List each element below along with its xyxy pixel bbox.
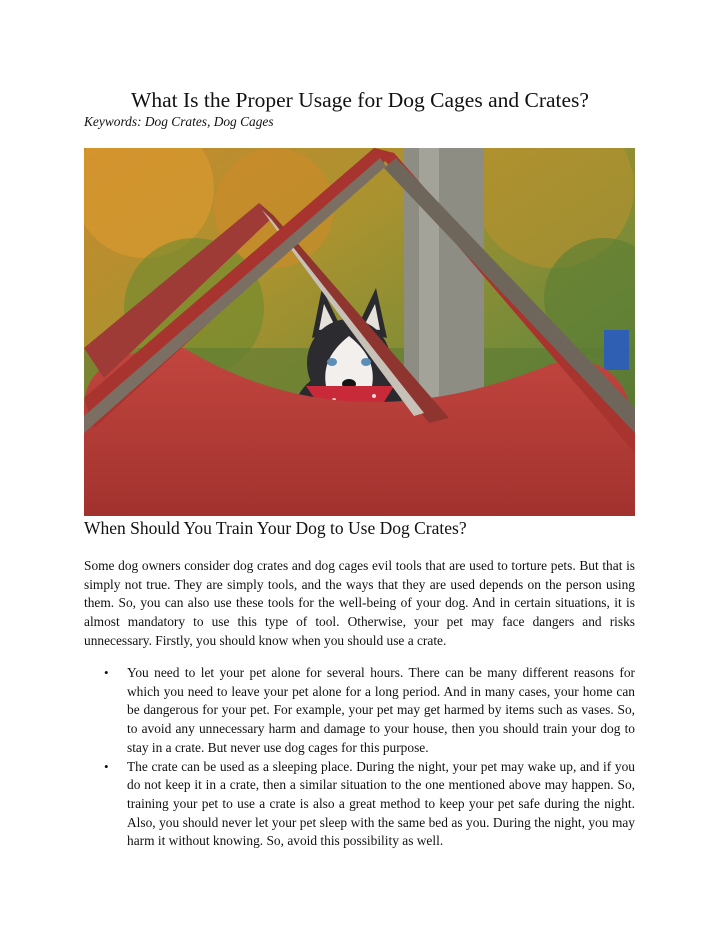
bullet-icon: •	[104, 665, 109, 680]
bullet-list	[84, 664, 635, 851]
page-title: What Is the Proper Usage for Dog Cages and Crates?	[131, 88, 589, 112]
list-item	[84, 664, 635, 758]
husky-photo	[84, 148, 635, 516]
intro-paragraph: Some dog owners consider dog crates and dog cages evil tools that are used to torture pets. But that is simply not true. They are simply tools, and the ways that they are used depends on the person using them. So, you can also use these tools for the well-being of your dog. And in certain situations, it is almost mandatory to use this type of tool. Otherwise, your pet may face dangers and risks unnecessary. Firstly, you should know when you should use a crate.	[84, 558, 635, 648]
list-item-text: You need to let your pet alone for several hours. There can be many different reasons for which you need to leave your pet alone for a long period. And in many cases, your home can be dangerous for your pet. For example, your pet may get harmed by items such as vases. So, to avoid any unnecessary harm and damage to your house, then you should train your dog to stay in a crate. But never use dog cages for this purpose.	[127, 665, 635, 755]
list-item	[84, 758, 635, 852]
section-heading: When Should You Train Your Dog to Use Dog Crates?	[84, 518, 467, 538]
keywords-line: Keywords: Dog Crates, Dog Cages	[84, 114, 274, 129]
bullet-icon: •	[104, 758, 109, 774]
husky-illustration	[84, 148, 635, 516]
list-item-text: The crate can be used as a sleeping place. During the night, your pet may wake up, and if you do not keep it in a crate, then a similar situation to the one mentioned above may happen. So, training your pet to use a crate is also a great method to keep your pet safe during the night. Also, you should never let your pet sleep with the same bed as you. During the night, you may harm it without knowing. So, avoid this possibility as well.	[127, 758, 635, 849]
